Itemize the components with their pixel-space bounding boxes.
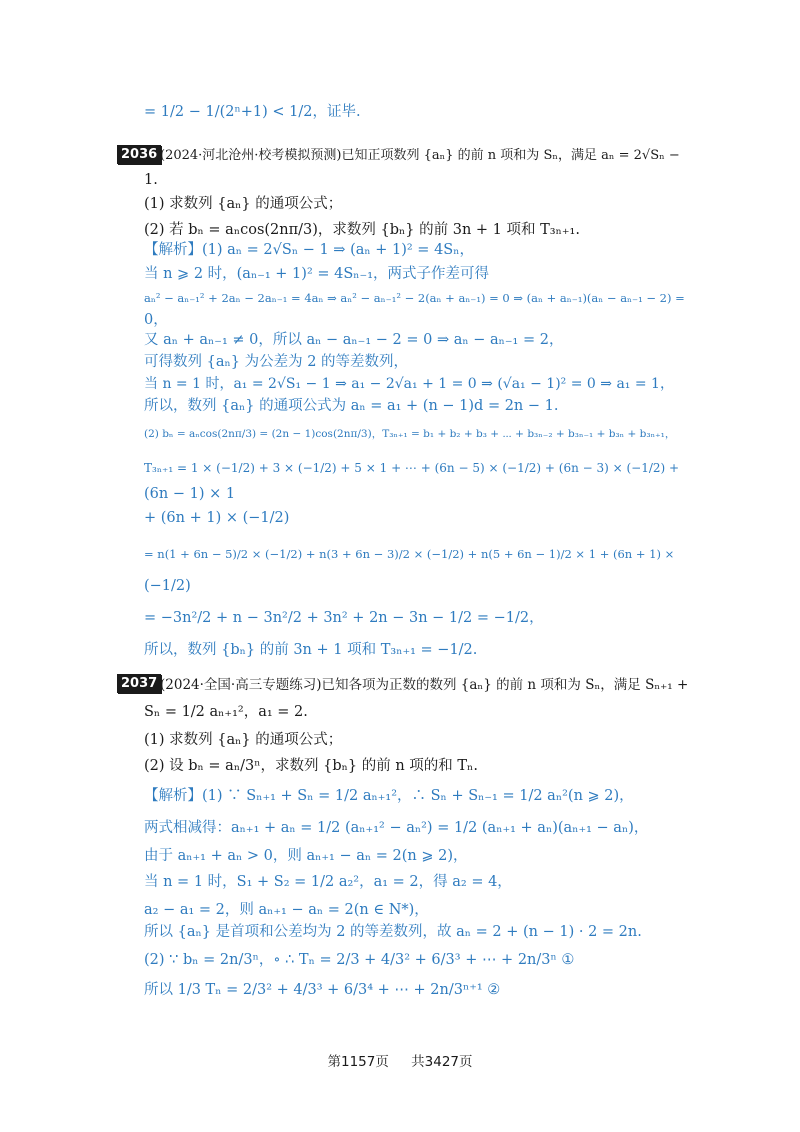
solution-2036-line-15: = −3n²/2 + n − 3n²/2 + 3n² + 2n − 3n − 1/2 = −1/2，	[144, 610, 544, 626]
problem-2036-statement: (2024·河北沧州·校考模拟预测)已知正项数列 {aₙ} 的前 n 项和为 Sₙ，满足 aₙ = 2√Sₙ −	[160, 148, 680, 163]
solution-2036-line-11: (6n − 1) × 1	[144, 486, 236, 502]
solution-2037-line-5: a₂ − a₁ = 2，则 aₙ₊₁ − aₙ = 2(n ∈ N*)，	[144, 902, 429, 918]
solution-2036-line-13: = n(1 + 6n − 5)/2 × (−1/2) + n(3 + 6n − 3)/2 × (−1/2) + n(5 + 6n − 1)/2 × 1 + (6n + 1) ×	[144, 547, 675, 561]
solution-2036-line-12: + (6n + 1) × (−1/2)	[144, 510, 290, 526]
total-pages: 共3427页	[411, 1054, 473, 1070]
solution-2037-line-8: 所以 1/3 Tₙ = 2/3² + 4/3³ + 6/3⁴ + ⋯ + 2n/3ⁿ⁺¹ ②	[144, 982, 501, 998]
solution-2036-line-3: aₙ² − aₙ₋₁² + 2aₙ − 2aₙ₋₁ = 4aₙ ⇒ aₙ² − aₙ₋₁² − 2(aₙ + aₙ₋₁) = 0 ⇒ (aₙ + aₙ₋₁)(aₙ − aₙ₋₁ − 2) =	[144, 291, 685, 305]
solution-2036-line-1: 【解析】(1) aₙ = 2√Sₙ − 1 ⇒ (aₙ + 1)² = 4Sₙ，	[144, 242, 475, 258]
solution-2036-line-7: 当 n = 1 时，a₁ = 2√S₁ − 1 ⇒ a₁ − 2√a₁ + 1 = 0 ⇒ (√a₁ − 1)² = 0 ⇒ a₁ = 1，	[144, 376, 674, 392]
solution-2036-line-16: 所以，数列 {bₙ} 的前 3n + 1 项和 T₃ₙ₊₁ = −1/2.	[144, 642, 478, 658]
proof-conclusion-line: = 1/2 − 1/(2ⁿ+1) < 1/2，证毕.	[144, 104, 361, 120]
page-footer	[0, 1050, 800, 1070]
solution-2037-line-6: 所以 {aₙ} 是首项和公差均为 2 的等差数列，故 aₙ = 2 + (n − 1) · 2 = 2n.	[144, 924, 642, 940]
solution-2037-line-4: 当 n = 1 时，S₁ + S₂ = 1/2 a₂²，a₁ = 2，得 a₂ = 4，	[144, 874, 512, 890]
solution-2036-line-5: 又 aₙ + aₙ₋₁ ≠ 0，所以 aₙ − aₙ₋₁ − 2 = 0 ⇒ aₙ − aₙ₋₁ = 2，	[144, 332, 564, 348]
solution-2037-line-7: (2) ∵ bₙ = 2n/3ⁿ，∘ ∴ Tₙ = 2/3 + 4/3² + 6/3³ + ⋯ + 2n/3ⁿ ①	[144, 952, 575, 968]
solution-2037-line-3: 由于 aₙ₊₁ + aₙ > 0，则 aₙ₊₁ − aₙ = 2(n ⩾ 2)，	[144, 848, 468, 864]
solution-2036-line-8: 所以，数列 {aₙ} 的通项公式为 aₙ = a₁ + (n − 1)d = 2n − 1.	[144, 398, 559, 414]
solution-2036-line-4: 0，	[144, 312, 168, 328]
problem-2036-statement-cont: 1.	[144, 172, 158, 188]
problem-2037-part1: (1) 求数列 {aₙ} 的通项公式；	[144, 732, 343, 748]
problem-2036-part2: (2) 若 bₙ = aₙcos(2nπ/3)，求数列 {bₙ} 的前 3n + 1 项和 T₃ₙ₊₁.	[144, 222, 580, 238]
solution-2036-line-14: (−1/2)	[144, 578, 191, 594]
page-number: 第1157页	[327, 1054, 389, 1070]
solution-2036-line-9: (2) bₙ = aₙcos(2nπ/3) = (2n − 1)cos(2nπ/3)，T₃ₙ₊₁ = b₁ + b₂ + b₃ + ⋯ + b₃ₙ₋₂ + b₃ₙ₋₁ + b₃ₙ + b₃ₙ₊₁，	[144, 428, 676, 440]
problem-2037-statement: (2024·全国·高三专题练习)已知各项为正数的数列 {aₙ} 的前 n 项和为 Sₙ，满足 Sₙ₊₁ +	[160, 677, 689, 693]
solution-2037-line-1: 【解析】(1) ∵ Sₙ₊₁ + Sₙ = 1/2 aₙ₊₁²，∴ Sₙ + Sₙ₋₁ = 1/2 aₙ²(n ⩾ 2)，	[144, 788, 634, 804]
solution-2036-line-2: 当 n ⩾ 2 时，(aₙ₋₁ + 1)² = 4Sₙ₋₁，两式子作差可得	[144, 266, 490, 282]
problem-2037-part2: (2) 设 bₙ = aₙ/3ⁿ，求数列 {bₙ} 的前 n 项的和 Tₙ.	[144, 758, 478, 774]
solution-2036-line-10: T₃ₙ₊₁ = 1 × (−1/2) + 3 × (−1/2) + 5 × 1 + ⋯ + (6n − 5) × (−1/2) + (6n − 3) × (−1/2) +	[144, 461, 680, 475]
solution-2037-line-2: 两式相减得：aₙ₊₁ + aₙ = 1/2 (aₙ₊₁² − aₙ²) = 1/2 (aₙ₊₁ + aₙ)(aₙ₊₁ − aₙ)，	[144, 820, 649, 836]
problem-number-badge-2037: 2037	[117, 674, 161, 693]
problem-2036-part1: (1) 求数列 {aₙ} 的通项公式；	[144, 196, 343, 212]
problem-2037-statement-cont: Sₙ = 1/2 aₙ₊₁²，a₁ = 2.	[144, 704, 308, 720]
problem-number-badge-2036: 2036	[117, 145, 161, 164]
solution-2036-line-6: 可得数列 {aₙ} 为公差为 2 的等差数列，	[144, 354, 409, 370]
